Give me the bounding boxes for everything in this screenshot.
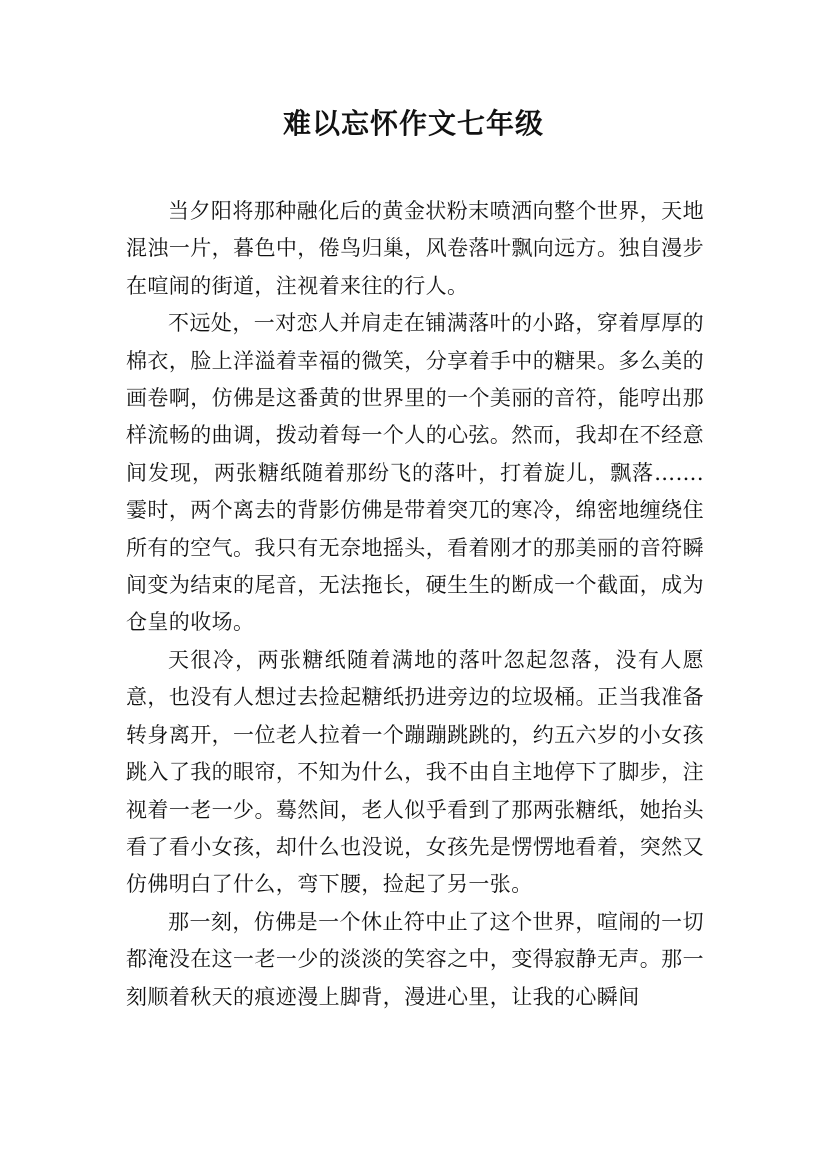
paragraph-3: 天很冷，两张糖纸随着满地的落叶忽起忽落，没有人愿意，也没有人想过去捡起糖纸扔进旁边的垃圾桶。正当我准备转身离开，一位老人拉着一个蹦蹦跳跳的，约五六岁的小女孩跳入了我的眼帘，不知为什么，我不由自主地停下了脚步，注视着一老一少。蓦然间，老人似乎看到了那两张糖纸，她抬头看了看小女孩，却什么也没说，女孩先是愣愣地看着，突然又仿佛明白了什么，弯下腰，捡起了另一张。 — [126, 647, 704, 897]
paragraph-4: 那一刻，仿佛是一个休止符中止了这个世界，喧闹的一切都淹没在这一老一少的淡淡的笑容之中，变得寂静无声。那一刻顺着秋天的痕迹漫上脚背，漫进心里，让我的心瞬间 — [126, 909, 704, 1009]
paragraph-2: 不远处，一对恋人并肩走在铺满落叶的小路，穿着厚厚的棉衣，脸上洋溢着幸福的微笑，分享着手中的糖果。多么美的画卷啊，仿佛是这番黄的世界里的一个美丽的音符，能哼出那样流畅的曲调，拨动着每一个人的心弦。然而，我却在不经意间发现，两张糖纸随着那纷飞的落叶，打着旋儿，飘落…….霎时，两个离去的背影仿佛是带着突兀的寒冷，绵密地缠绕住所有的空气。我只有无奈地摇头，看着刚才的那美丽的音符瞬间变为结束的尾音，无法拖长，硬生生的断成一个截面，成为仓皇的收场。 — [126, 311, 704, 635]
paragraph-1: 当夕阳将那种融化后的黄金状粉末喷洒向整个世界，天地混浊一片，暮色中，倦鸟归巢，风卷落叶飘向远方。独自漫步在喧闹的街道，注视着来往的行人。 — [126, 199, 704, 298]
document-body — [126, 193, 704, 1016]
document-title: 难以忘怀作文七年级 — [282, 107, 544, 140]
